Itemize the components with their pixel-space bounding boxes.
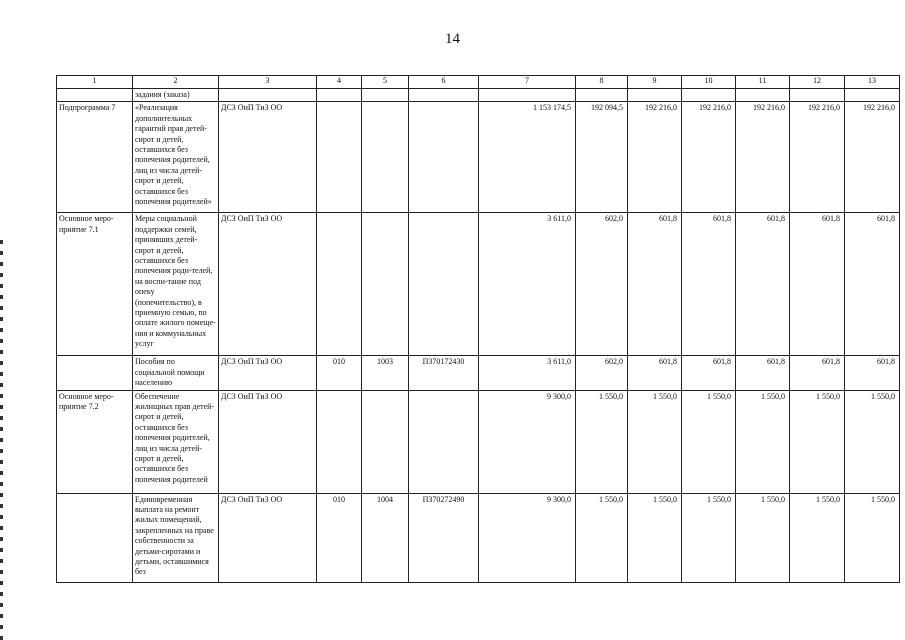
cell-value: 192 216,0 <box>845 102 900 213</box>
cell-value: 601,8 <box>845 213 900 356</box>
table-row <box>57 213 900 356</box>
cell-value: 601,8 <box>736 213 790 356</box>
cell-rzpr: 1003 <box>362 356 409 390</box>
column-header: 7 <box>479 76 576 89</box>
column-header: 1 <box>57 76 133 89</box>
cell-status: Подпрограмма 7 <box>57 102 133 213</box>
cell-rzpr <box>362 390 409 493</box>
cell-csr: П370272490 <box>409 493 479 582</box>
cell-value: 601,8 <box>790 213 845 356</box>
cell-value: 601,8 <box>682 356 736 390</box>
cell-value: 9 300,0 <box>479 493 576 582</box>
header-row <box>57 76 900 89</box>
column-header: 6 <box>409 76 479 89</box>
cell-csr <box>409 213 479 356</box>
cell-value: 601,8 <box>790 356 845 390</box>
cell-grbs <box>317 102 362 213</box>
cell-executor: ДСЗ ОиП ТиЗ ОО <box>219 390 317 493</box>
cell-value: 192 216,0 <box>628 102 682 213</box>
cell-grbs: 010 <box>317 493 362 582</box>
cell-value: 3 611,0 <box>479 213 576 356</box>
cell-name: Меры социальной поддержки семей, принявших детей-сирот и детей, оставшихся без попечения роди-телей, на воспи-тание под опеку (попечительство), в приемную семью, по оплате жилого помеще-ния и коммунальных услуг <box>133 213 219 356</box>
cell-value: 1 550,0 <box>576 390 628 493</box>
cell-executor: ДСЗ ОиП ТиЗ ОО <box>219 213 317 356</box>
cell-status: Основное меро-приятие 7.2 <box>57 390 133 493</box>
cell-value: 1 550,0 <box>682 493 736 582</box>
column-header: 9 <box>628 76 682 89</box>
cell-value: 1 550,0 <box>736 493 790 582</box>
cell-csr <box>409 390 479 493</box>
cell-value: 1 153 174,5 <box>479 102 576 213</box>
cell-executor: ДСЗ ОиП ТиЗ ОО <box>219 493 317 582</box>
cell-rzpr <box>362 213 409 356</box>
cell-value: 1 550,0 <box>682 390 736 493</box>
column-header: 12 <box>790 76 845 89</box>
cell-value: 602,0 <box>576 356 628 390</box>
cell-value: 601,8 <box>628 356 682 390</box>
column-header: 5 <box>362 76 409 89</box>
cell-csr <box>409 102 479 213</box>
cell-value: 3 611,0 <box>479 356 576 390</box>
cell-value: 192 216,0 <box>790 102 845 213</box>
cell-status <box>57 356 133 390</box>
table-row <box>57 102 900 213</box>
cell-value: 1 550,0 <box>845 493 900 582</box>
cell-value: 1 550,0 <box>628 390 682 493</box>
cell-rzpr <box>362 102 409 213</box>
cell-value: 1 550,0 <box>628 493 682 582</box>
cell-status <box>57 493 133 582</box>
cell-grbs <box>317 213 362 356</box>
cell-value: 1 550,0 <box>790 493 845 582</box>
cell-value: 192 216,0 <box>682 102 736 213</box>
scan-edge-marks <box>0 240 3 640</box>
column-header: 3 <box>219 76 317 89</box>
column-header: 10 <box>682 76 736 89</box>
cell-name: Обеспечение жилищных прав детей-сирот и детей, оставшихся без попечения родителей, лиц из числа детей-сирот и детей, оставшихся без попечения родителей <box>133 390 219 493</box>
cell-value: 1 550,0 <box>845 390 900 493</box>
column-header: 11 <box>736 76 790 89</box>
cell-value: 602,0 <box>576 213 628 356</box>
cell-name: «Реализация дополнительных гарантий прав детей-сирот и детей, оставшихся без попечения родителей, лиц из числа детей-сирот и детей, оставшихся без попечения родителей» <box>133 102 219 213</box>
cell-value: 601,8 <box>628 213 682 356</box>
cell-grbs <box>317 390 362 493</box>
cell-grbs: 010 <box>317 356 362 390</box>
budget-table <box>56 75 900 583</box>
cell-executor: ДСЗ ОиП ТиЗ ОО <box>219 102 317 213</box>
table-row <box>57 390 900 493</box>
cell-value: 192 094,5 <box>576 102 628 213</box>
cell-value: 1 550,0 <box>736 390 790 493</box>
cell-status: Основное меро-приятие 7.1 <box>57 213 133 356</box>
cell-name: Пособия по социальной помощи населению <box>133 356 219 390</box>
cell-rzpr: 1004 <box>362 493 409 582</box>
cell-executor: ДСЗ ОиП ТиЗ ОО <box>219 356 317 390</box>
page-number: 14 <box>445 31 460 47</box>
cell-value: 192 216,0 <box>736 102 790 213</box>
column-header: 4 <box>317 76 362 89</box>
cell-value: 601,8 <box>736 356 790 390</box>
column-header: 13 <box>845 76 900 89</box>
table-row <box>57 493 900 582</box>
column-header: 2 <box>133 76 219 89</box>
cell-name: задания (заказа) <box>133 89 219 102</box>
table-row <box>57 356 900 390</box>
cell-csr: П370172430 <box>409 356 479 390</box>
cell-value: 9 300,0 <box>479 390 576 493</box>
continuation-row <box>57 89 900 102</box>
cell-value: 601,8 <box>682 213 736 356</box>
cell-value: 1 550,0 <box>576 493 628 582</box>
cell-value: 601,8 <box>845 356 900 390</box>
cell-value: 1 550,0 <box>790 390 845 493</box>
cell-name: Единовременная выплата на ремонт жилых помещений, закрепленных на праве собственности за детьми-сиротами и детьми, оставшимися без <box>133 493 219 582</box>
column-header: 8 <box>576 76 628 89</box>
